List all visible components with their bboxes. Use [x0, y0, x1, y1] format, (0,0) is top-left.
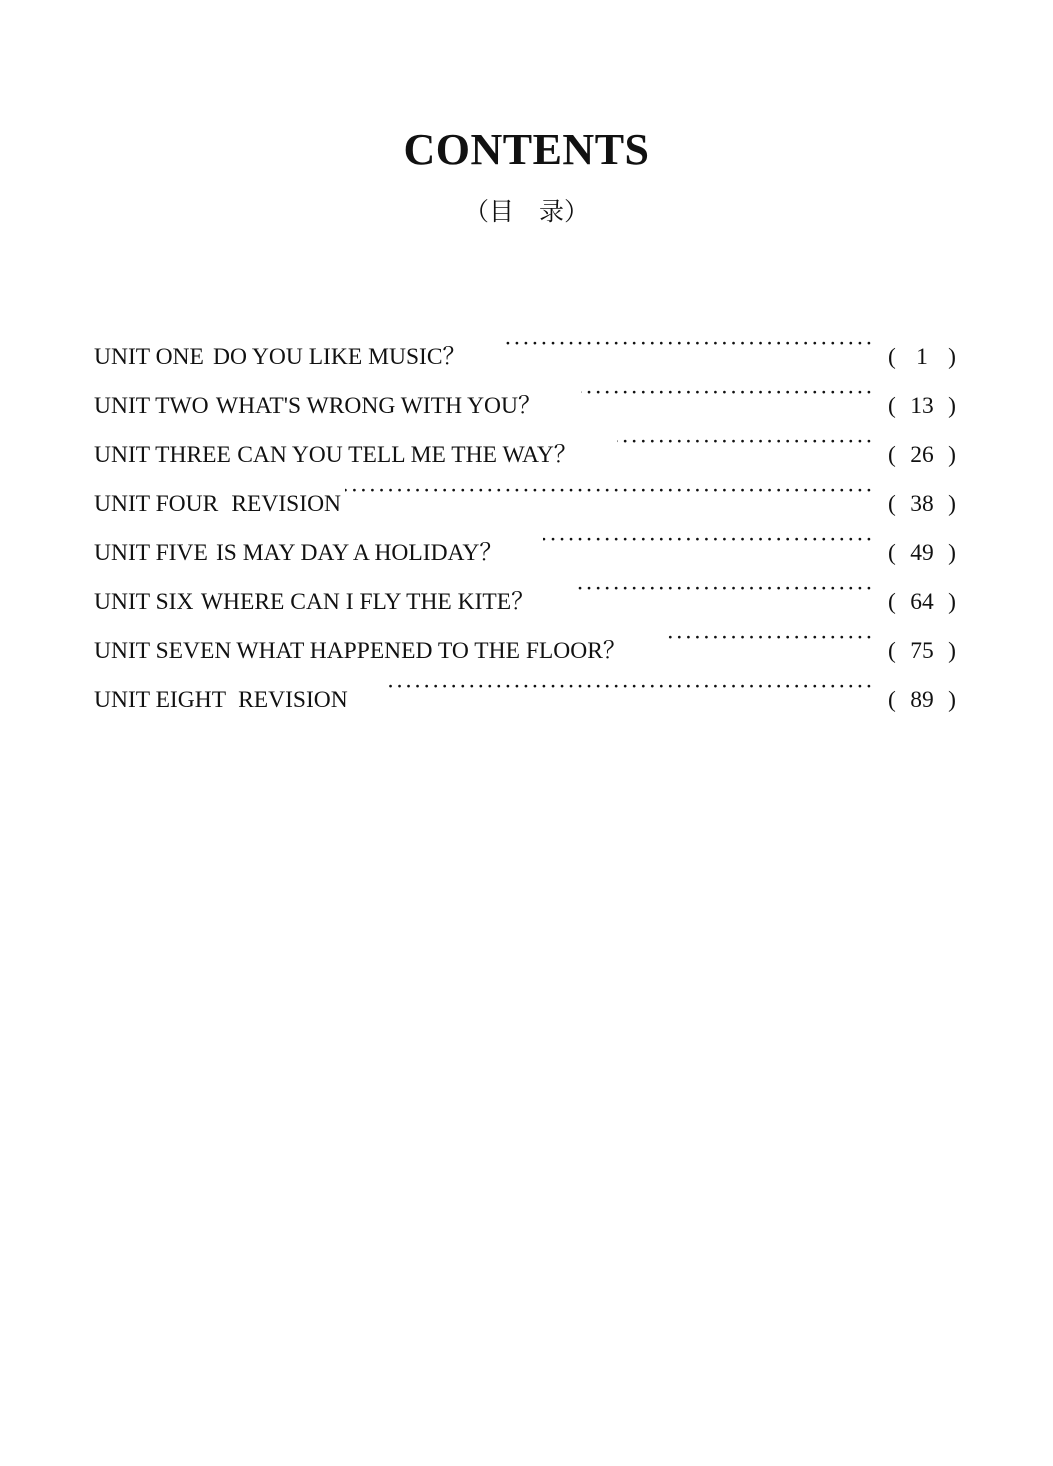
- toc-page-number: 75: [910, 638, 934, 664]
- toc-page-open-paren: (: [888, 638, 896, 664]
- toc-dot-leader: [581, 375, 874, 411]
- toc-page-ref: [888, 682, 956, 718]
- toc-dot-leader: [345, 473, 874, 509]
- toc-page-open-paren: (: [888, 393, 896, 419]
- toc-entry[interactable]: [94, 671, 956, 720]
- toc-dot-leader: [506, 326, 874, 362]
- toc-page-ref: [888, 437, 956, 473]
- toc-unit-title: REVISION: [238, 687, 348, 713]
- toc-page-open-paren: (: [888, 687, 896, 713]
- toc-unit-title: IS MAY DAY A HOLIDAY？: [215, 540, 503, 566]
- toc-page-number: 13: [910, 393, 934, 419]
- toc-dot-leader: [575, 571, 874, 607]
- toc-unit-title: WHERE CAN I FLY THE KITE？: [200, 589, 535, 615]
- toc-unit-title: WHAT HAPPENED TO THE FLOOR？: [236, 638, 627, 664]
- toc-entry[interactable]: [94, 377, 956, 426]
- toc-unit-label: UNIT SIX: [94, 589, 194, 615]
- toc-dot-leader: [666, 620, 874, 656]
- toc-unit-label: UNIT THREE: [94, 442, 231, 468]
- toc-page-number: 38: [910, 491, 934, 517]
- toc-page-close-paren: ): [948, 491, 956, 517]
- toc-page-ref: [888, 486, 956, 522]
- toc-unit-label: UNIT FIVE: [94, 540, 208, 566]
- toc-page-open-paren: (: [888, 540, 896, 566]
- toc-entry[interactable]: [94, 426, 956, 475]
- toc-page-open-paren: (: [888, 589, 896, 615]
- toc-page-number: 1: [916, 344, 928, 370]
- toc-unit-title: REVISION: [231, 491, 342, 517]
- toc-dot-leader: [617, 424, 874, 460]
- toc-dot-leader: [543, 522, 874, 558]
- toc-page-ref: [888, 339, 956, 375]
- toc-unit-title: CAN YOU TELL ME THE WAY？: [237, 442, 578, 468]
- table-of-contents: [94, 328, 956, 720]
- page-title: CONTENTS: [403, 125, 650, 174]
- toc-page-ref: [888, 388, 956, 424]
- toc-entry[interactable]: [94, 328, 956, 377]
- toc-page-open-paren: (: [888, 491, 896, 517]
- toc-unit-label: UNIT EIGHT: [94, 687, 227, 713]
- toc-unit-label: UNIT TWO: [94, 393, 209, 419]
- toc-page-close-paren: ): [948, 442, 956, 468]
- page-subtitle: （目 录）: [463, 197, 589, 226]
- toc-page-open-paren: (: [888, 344, 896, 370]
- toc-page-number: 64: [910, 589, 934, 615]
- toc-unit-label: UNIT SEVEN: [94, 638, 232, 664]
- toc-unit-title: DO YOU LIKE MUSIC？: [212, 344, 467, 370]
- toc-entry[interactable]: [94, 622, 956, 671]
- toc-page-close-paren: ): [948, 687, 956, 713]
- toc-page-ref: [888, 535, 956, 571]
- toc-page-number: 49: [910, 540, 934, 566]
- toc-page-ref: [888, 584, 956, 620]
- toc-unit-title: WHAT'S WRONG WITH YOU？: [215, 393, 542, 419]
- toc-page-close-paren: ): [948, 589, 956, 615]
- toc-entry[interactable]: [94, 524, 956, 573]
- toc-page-ref: [888, 633, 956, 669]
- toc-page-close-paren: ): [948, 393, 956, 419]
- toc-unit-label: UNIT FOUR: [94, 491, 219, 517]
- toc-page-close-paren: ): [948, 540, 956, 566]
- toc-page-close-paren: ): [948, 638, 956, 664]
- toc-page-close-paren: ): [948, 344, 956, 370]
- toc-page-open-paren: (: [888, 442, 896, 468]
- toc-entry[interactable]: [94, 475, 956, 524]
- toc-entry[interactable]: [94, 573, 956, 622]
- toc-unit-label: UNIT ONE: [94, 344, 204, 370]
- toc-page-number: 26: [910, 442, 934, 468]
- toc-dot-leader: [388, 669, 874, 705]
- toc-page-number: 89: [910, 687, 934, 713]
